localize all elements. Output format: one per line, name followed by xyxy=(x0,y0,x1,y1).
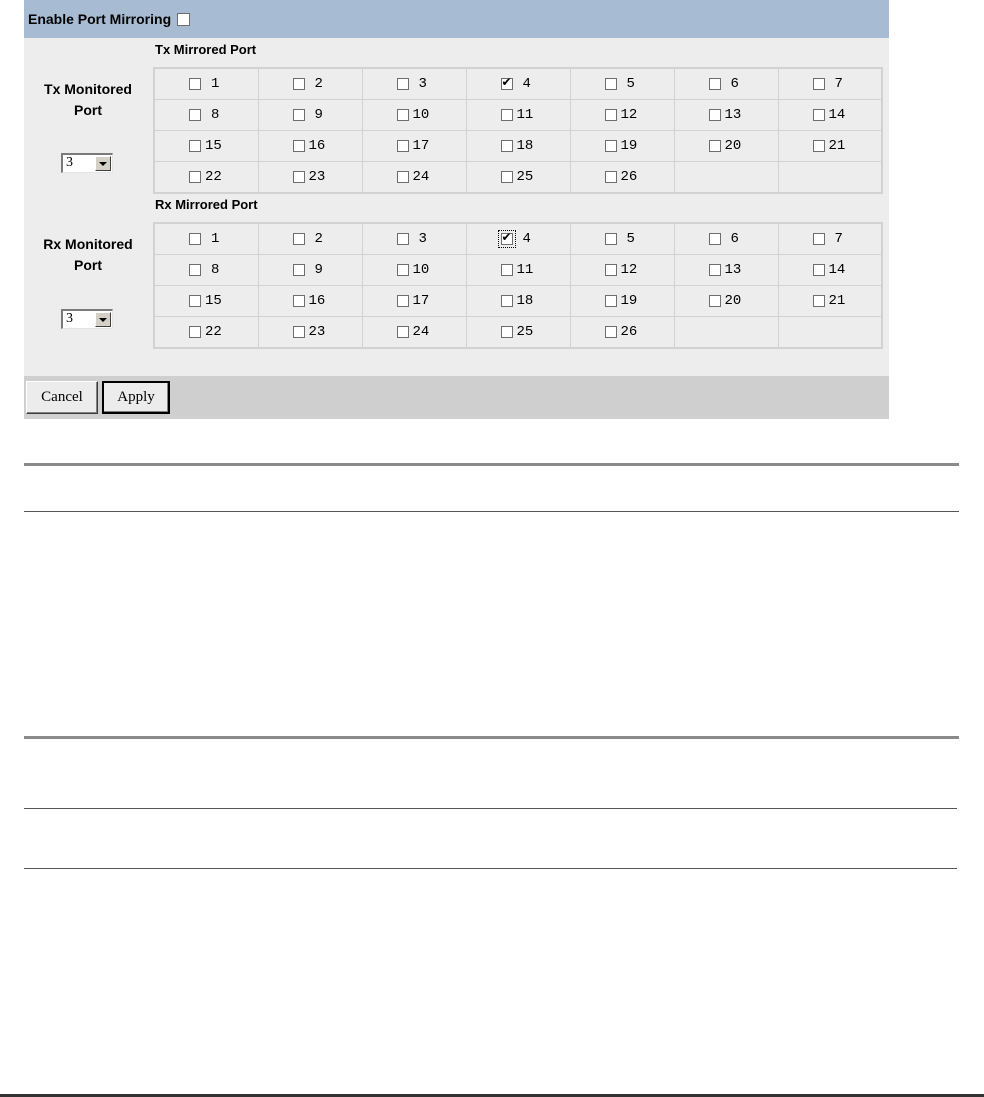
port-row xyxy=(154,162,882,194)
port-number-label: 26 xyxy=(620,169,638,185)
rx-port-7-checkbox[interactable] xyxy=(813,233,825,245)
port-cell xyxy=(674,68,778,100)
port-number-label: 9 xyxy=(314,262,323,278)
port-cell xyxy=(674,131,778,162)
port-number-label: 15 xyxy=(205,138,222,154)
port-number-label: 7 xyxy=(834,76,843,92)
rx-port-6[interactable] xyxy=(675,224,778,254)
port-cell xyxy=(154,100,258,131)
port-row xyxy=(154,255,882,286)
port-cell xyxy=(570,317,674,349)
port-cell xyxy=(466,317,570,349)
port-cell xyxy=(778,317,882,349)
port-cell xyxy=(778,162,882,194)
tx-port-12-checkbox[interactable] xyxy=(605,109,617,121)
port-cell xyxy=(466,286,570,317)
divider xyxy=(24,511,959,512)
tx-port-3[interactable] xyxy=(363,69,466,99)
rx-port-26-checkbox[interactable] xyxy=(605,326,617,338)
rx-port-22[interactable] xyxy=(155,317,258,347)
port-number-label: 13 xyxy=(724,107,742,123)
rx-port-19[interactable] xyxy=(571,286,674,316)
tx-port-1-checkbox[interactable] xyxy=(189,78,201,90)
tx-port-24[interactable] xyxy=(363,162,466,192)
tx-port-11-checkbox[interactable] xyxy=(501,109,513,121)
rx-port-23[interactable] xyxy=(259,317,362,347)
divider xyxy=(24,868,957,869)
rx-monitored-port-label: Rx Monitored Port xyxy=(43,236,133,273)
rx-port-9-checkbox[interactable] xyxy=(293,264,305,276)
tx-port-10[interactable] xyxy=(363,100,466,130)
tx-port-24-checkbox[interactable] xyxy=(397,171,409,183)
rx-port-25[interactable] xyxy=(467,317,570,347)
rx-port-1-checkbox[interactable] xyxy=(189,233,201,245)
port-cell xyxy=(674,286,778,317)
port-number-label: 4 xyxy=(522,231,531,247)
port-cell xyxy=(362,255,466,286)
port-cell xyxy=(258,286,362,317)
rx-port-3[interactable] xyxy=(363,224,466,254)
rx-port-15-checkbox[interactable] xyxy=(189,295,201,307)
rx-port-16[interactable] xyxy=(259,286,362,316)
port-cell xyxy=(154,317,258,349)
tx-port-25[interactable] xyxy=(467,162,570,192)
rx-port-20-checkbox[interactable] xyxy=(709,295,721,307)
tx-port-4[interactable] xyxy=(467,69,570,99)
tx-port-9-checkbox[interactable] xyxy=(293,109,305,121)
port-number-label: 6 xyxy=(730,76,739,92)
tx-port-13[interactable] xyxy=(675,100,778,130)
rx-port-13-checkbox[interactable] xyxy=(709,264,721,276)
rx-mirrored-port-grid xyxy=(153,222,883,349)
port-cell xyxy=(674,100,778,131)
rx-port-20[interactable] xyxy=(675,286,778,316)
rx-mirrored-port-title: Rx Mirrored Port xyxy=(155,197,258,212)
rx-port-17-checkbox[interactable] xyxy=(397,295,409,307)
port-number-label: 7 xyxy=(834,231,843,247)
rx-port-18[interactable] xyxy=(467,286,570,316)
port-cell xyxy=(258,255,362,286)
rx-port-18-checkbox[interactable] xyxy=(501,295,513,307)
port-cell xyxy=(154,223,258,255)
tx-port-11[interactable] xyxy=(467,100,570,130)
port-number-label: 26 xyxy=(620,324,638,340)
port-number-label: 1 xyxy=(211,76,220,92)
port-cell xyxy=(362,162,466,194)
rx-port-8-checkbox[interactable] xyxy=(189,264,201,276)
tx-port-12[interactable] xyxy=(571,100,674,130)
port-cell xyxy=(362,68,466,100)
port-number-label: 17 xyxy=(412,293,430,309)
button-bar xyxy=(24,376,889,419)
port-number-label: 22 xyxy=(205,169,222,185)
tx-port-8-checkbox[interactable] xyxy=(189,109,201,121)
tx-port-23-checkbox[interactable] xyxy=(293,171,305,183)
port-number-label: 20 xyxy=(724,138,742,154)
port-number-label: 23 xyxy=(308,324,326,340)
port-row xyxy=(154,68,882,100)
rx-port-23-checkbox[interactable] xyxy=(293,326,305,338)
port-number-label: 21 xyxy=(828,293,846,309)
port-cell xyxy=(154,68,258,100)
rx-port-24[interactable] xyxy=(363,317,466,347)
tx-port-2[interactable] xyxy=(259,69,362,99)
port-number-label: 3 xyxy=(418,231,427,247)
port-row xyxy=(154,286,882,317)
rx-port-25-checkbox[interactable] xyxy=(501,326,513,338)
port-number-label: 25 xyxy=(516,169,534,185)
tx-port-4-checkbox[interactable] xyxy=(501,78,513,90)
rx-port-11[interactable] xyxy=(467,255,570,285)
rx-port-24-checkbox[interactable] xyxy=(397,326,409,338)
tx-mirrored-port-grid xyxy=(153,67,883,194)
tx-port-21-checkbox[interactable] xyxy=(813,140,825,152)
port-cell xyxy=(778,223,882,255)
rx-port-4[interactable] xyxy=(467,224,570,254)
port-cell xyxy=(778,131,882,162)
port-cell xyxy=(570,162,674,194)
rx-port-14-checkbox[interactable] xyxy=(813,264,825,276)
port-number-label: 22 xyxy=(205,324,222,340)
port-number-label: 21 xyxy=(828,138,846,154)
tx-port-15[interactable] xyxy=(155,131,258,161)
tx-port-8[interactable] xyxy=(155,100,258,130)
port-number-label: 1 xyxy=(211,231,220,247)
apply-button[interactable]: Apply xyxy=(102,381,170,414)
port-number-label: 20 xyxy=(724,293,742,309)
port-number-label: 18 xyxy=(516,293,534,309)
port-number-label: 12 xyxy=(620,107,638,123)
port-number-label: 11 xyxy=(516,107,534,123)
port-cell xyxy=(778,68,882,100)
enable-port-mirroring-label: Enable Port Mirroring xyxy=(28,11,172,27)
port-number-label: 5 xyxy=(626,76,635,92)
tx-port-26-checkbox[interactable] xyxy=(605,171,617,183)
tx-port-10-checkbox[interactable] xyxy=(397,109,409,121)
tx-port-3-checkbox[interactable] xyxy=(397,78,409,90)
port-cell xyxy=(154,255,258,286)
port-number-label: 2 xyxy=(314,231,323,247)
rx-port-2-checkbox[interactable] xyxy=(293,233,305,245)
tx-port-15-checkbox[interactable] xyxy=(189,140,201,152)
tx-mirrored-port-title: Tx Mirrored Port xyxy=(155,42,257,57)
rx-port-26[interactable] xyxy=(571,317,674,347)
port-number-label: 19 xyxy=(620,293,638,309)
tx-port-1[interactable] xyxy=(155,69,258,99)
port-cell xyxy=(674,317,778,349)
port-cell xyxy=(466,223,570,255)
port-number-label: 11 xyxy=(516,262,534,278)
tx-port-18-checkbox[interactable] xyxy=(501,140,513,152)
port-cell xyxy=(466,68,570,100)
port-cell xyxy=(362,317,466,349)
tx-port-22-checkbox[interactable] xyxy=(189,171,201,183)
port-cell xyxy=(674,255,778,286)
port-number-label: 10 xyxy=(412,107,430,123)
tx-port-16-checkbox[interactable] xyxy=(293,140,305,152)
cancel-button[interactable]: Cancel xyxy=(26,381,98,414)
port-number-label: 16 xyxy=(308,138,326,154)
port-number-label: 6 xyxy=(730,231,739,247)
port-cell xyxy=(154,286,258,317)
rx-port-6-checkbox[interactable] xyxy=(709,233,721,245)
rx-port-5[interactable] xyxy=(571,224,674,254)
tx-monitored-port-label: Tx Monitored Port xyxy=(44,81,132,118)
port-cell xyxy=(362,131,466,162)
port-cell xyxy=(258,100,362,131)
port-cell xyxy=(570,68,674,100)
divider xyxy=(24,808,957,809)
rx-port-11-checkbox[interactable] xyxy=(501,264,513,276)
port-cell xyxy=(362,100,466,131)
rx-port-7[interactable] xyxy=(779,224,882,254)
divider xyxy=(24,736,959,739)
tx-port-7[interactable] xyxy=(779,69,882,99)
tx-port-6-checkbox[interactable] xyxy=(709,78,721,90)
port-number-label: 3 xyxy=(418,76,427,92)
tx-port-14[interactable] xyxy=(779,100,882,130)
rx-port-17[interactable] xyxy=(363,286,466,316)
port-cell xyxy=(362,223,466,255)
tx-port-18[interactable] xyxy=(467,131,570,161)
port-number-label: 23 xyxy=(308,169,326,185)
port-number-label: 8 xyxy=(211,107,220,123)
port-mirroring-panel xyxy=(24,0,889,419)
port-row xyxy=(154,100,882,131)
tx-port-20[interactable] xyxy=(675,131,778,161)
port-cell xyxy=(466,162,570,194)
enable-port-mirroring-checkbox[interactable] xyxy=(177,13,190,26)
port-cell xyxy=(570,131,674,162)
rx-port-2[interactable] xyxy=(259,224,362,254)
port-number-label: 17 xyxy=(412,138,430,154)
rx-port-10-checkbox[interactable] xyxy=(397,264,409,276)
port-cell xyxy=(258,68,362,100)
rx-port-3-checkbox[interactable] xyxy=(397,233,409,245)
tx-port-22[interactable] xyxy=(155,162,258,192)
chevron-down-icon[interactable] xyxy=(95,312,111,327)
port-row xyxy=(154,317,882,349)
port-number-label: 19 xyxy=(620,138,638,154)
rx-port-10[interactable] xyxy=(363,255,466,285)
port-number-label: 24 xyxy=(412,169,430,185)
tx-port-9[interactable] xyxy=(259,100,362,130)
port-cell xyxy=(154,162,258,194)
panel-header xyxy=(24,0,889,38)
port-number-label: 24 xyxy=(412,324,430,340)
tx-port-13-checkbox[interactable] xyxy=(709,109,721,121)
port-number-label: 4 xyxy=(522,76,531,92)
port-number-label: 5 xyxy=(626,231,635,247)
port-cell xyxy=(570,255,674,286)
port-number-label: 16 xyxy=(308,293,326,309)
tx-port-5-checkbox[interactable] xyxy=(605,78,617,90)
rx-port-15[interactable] xyxy=(155,286,258,316)
port-cell xyxy=(778,286,882,317)
port-cell xyxy=(674,162,778,194)
port-cell xyxy=(674,223,778,255)
port-cell xyxy=(466,131,570,162)
rx-port-12[interactable] xyxy=(571,255,674,285)
port-cell xyxy=(570,223,674,255)
tx-port-19-checkbox[interactable] xyxy=(605,140,617,152)
tx-port-16[interactable] xyxy=(259,131,362,161)
rx-port-22-checkbox[interactable] xyxy=(189,326,201,338)
rx-port-13[interactable] xyxy=(675,255,778,285)
rx-port-5-checkbox[interactable] xyxy=(605,233,617,245)
port-cell xyxy=(778,255,882,286)
port-cell xyxy=(258,317,362,349)
tx-port-19[interactable] xyxy=(571,131,674,161)
tx-port-17-checkbox[interactable] xyxy=(397,140,409,152)
tx-port-23[interactable] xyxy=(259,162,362,192)
port-cell xyxy=(362,286,466,317)
rx-port-21[interactable] xyxy=(779,286,882,316)
port-number-label: 10 xyxy=(412,262,430,278)
port-number-label: 14 xyxy=(828,107,846,123)
port-number-label: 12 xyxy=(620,262,638,278)
port-cell xyxy=(570,100,674,131)
port-number-label: 2 xyxy=(314,76,323,92)
port-number-label: 8 xyxy=(211,262,220,278)
rx-port-9[interactable] xyxy=(259,255,362,285)
tx-port-21[interactable] xyxy=(779,131,882,161)
port-number-label: 15 xyxy=(205,293,222,309)
tx-port-2-checkbox[interactable] xyxy=(293,78,305,90)
port-cell xyxy=(258,162,362,194)
rx-port-1[interactable] xyxy=(155,224,258,254)
port-number-label: 25 xyxy=(516,324,534,340)
port-cell xyxy=(778,100,882,131)
port-cell xyxy=(466,255,570,286)
tx-port-7-checkbox[interactable] xyxy=(813,78,825,90)
tx-port-6[interactable] xyxy=(675,69,778,99)
divider xyxy=(24,463,959,466)
rx-monitored-port-select[interactable]: 3 xyxy=(61,309,113,329)
port-number-label: 14 xyxy=(828,262,846,278)
tx-port-25-checkbox[interactable] xyxy=(501,171,513,183)
rx-port-16-checkbox[interactable] xyxy=(293,295,305,307)
rx-port-14[interactable] xyxy=(779,255,882,285)
tx-port-26[interactable] xyxy=(571,162,674,192)
chevron-down-icon[interactable] xyxy=(95,156,111,171)
tx-port-5[interactable] xyxy=(571,69,674,99)
port-cell xyxy=(466,100,570,131)
port-cell xyxy=(570,286,674,317)
rx-port-12-checkbox[interactable] xyxy=(605,264,617,276)
rx-port-19-checkbox[interactable] xyxy=(605,295,617,307)
rx-port-21-checkbox[interactable] xyxy=(813,295,825,307)
port-number-label: 9 xyxy=(314,107,323,123)
port-row xyxy=(154,131,882,162)
tx-port-17[interactable] xyxy=(363,131,466,161)
tx-monitored-port-select[interactable]: 3 xyxy=(61,153,113,173)
port-cell xyxy=(154,131,258,162)
port-number-label: 13 xyxy=(724,262,742,278)
rx-port-8[interactable] xyxy=(155,255,258,285)
port-number-label: 18 xyxy=(516,138,534,154)
tx-port-20-checkbox[interactable] xyxy=(709,140,721,152)
rx-port-4-checkbox[interactable] xyxy=(501,233,513,245)
port-row xyxy=(154,223,882,255)
port-cell xyxy=(258,223,362,255)
port-cell xyxy=(258,131,362,162)
tx-port-14-checkbox[interactable] xyxy=(813,109,825,121)
